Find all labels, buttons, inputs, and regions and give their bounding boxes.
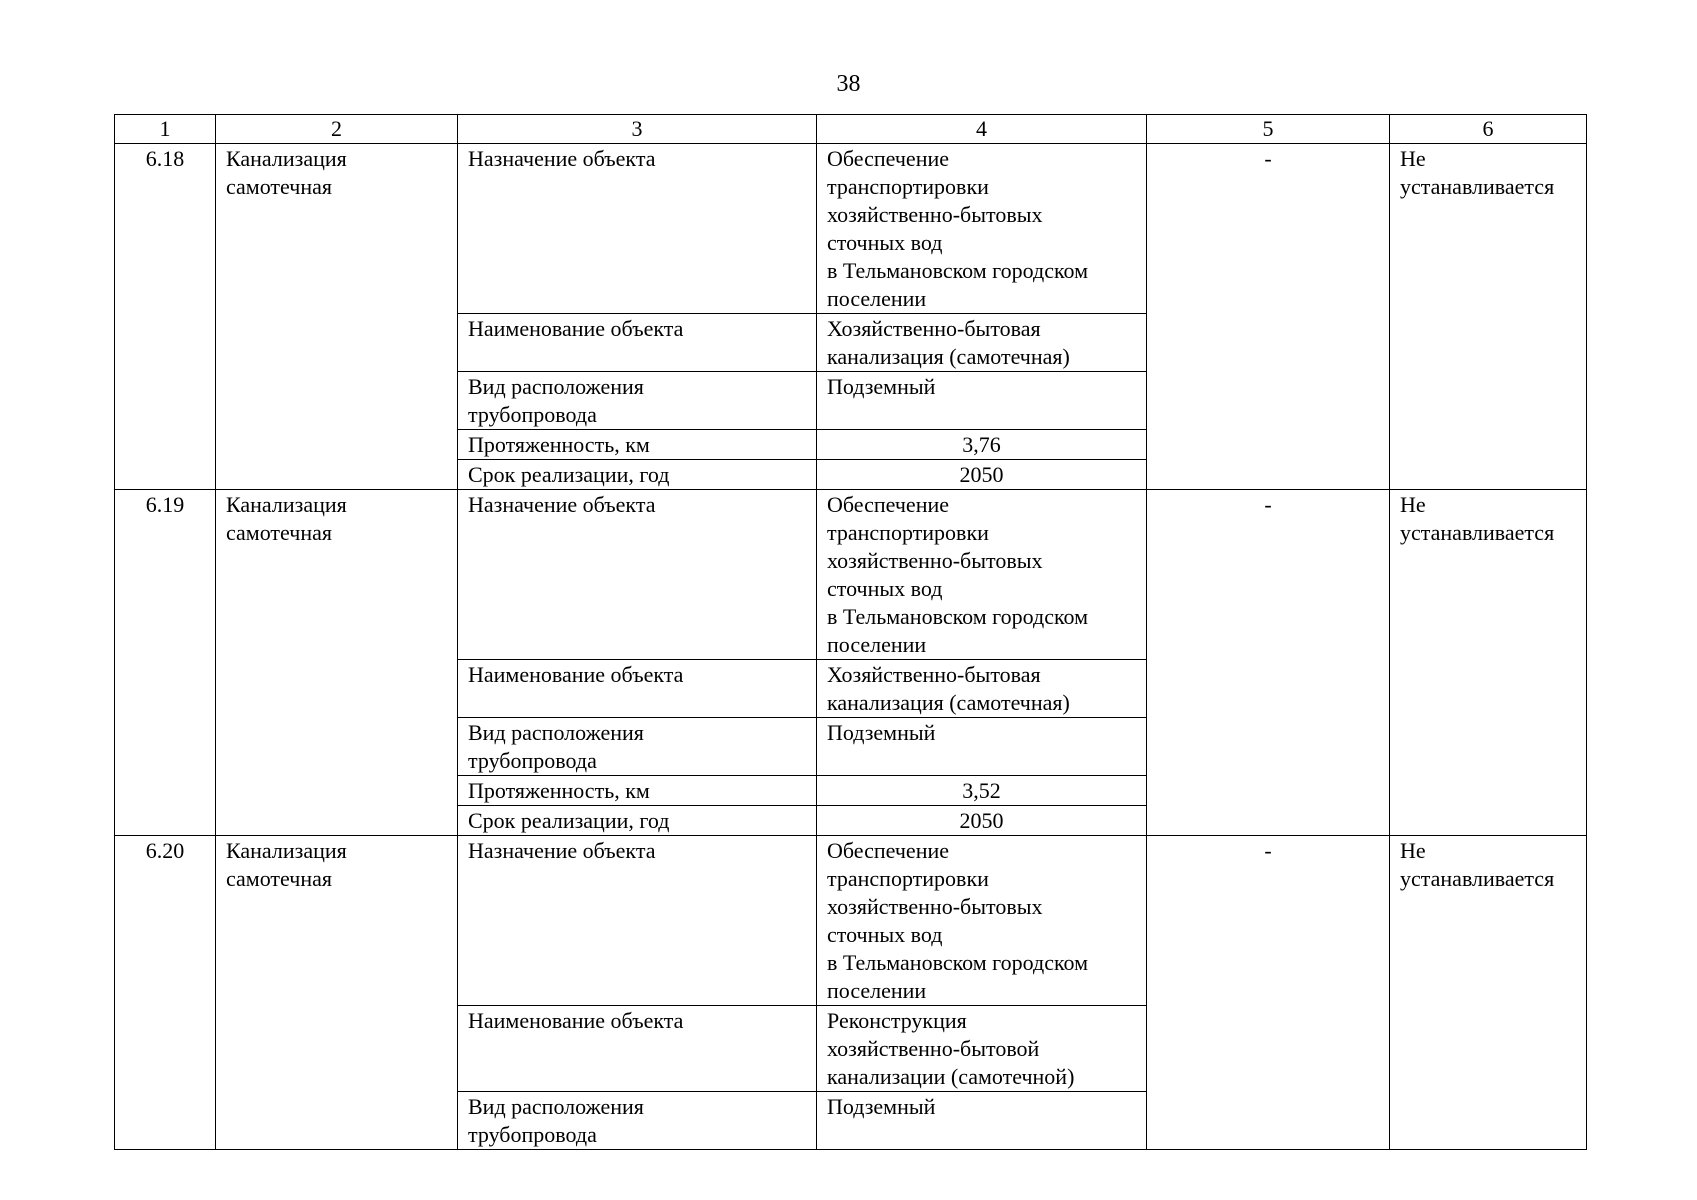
property-value: Реконструкция хозяйственно-бытовой канализации (самотечной) — [817, 1006, 1147, 1092]
property-label: Назначение объекта — [458, 490, 817, 660]
page-number: 38 — [836, 71, 861, 97]
column-5-value: - — [1147, 490, 1390, 836]
property-label: Назначение объекта — [458, 836, 817, 1006]
property-value: 3,76 — [817, 430, 1147, 460]
table-row — [115, 144, 1587, 314]
property-value: 3,52 — [817, 776, 1147, 806]
column-6-value: Не устанавливается — [1390, 490, 1587, 836]
object-type: Канализация самотечная — [216, 836, 458, 1150]
header-row — [115, 115, 1587, 144]
column-5-value: - — [1147, 144, 1390, 490]
object-number: 6.19 — [115, 490, 216, 836]
property-label: Протяженность, км — [458, 430, 817, 460]
header-col-1: 1 — [115, 115, 216, 144]
property-label: Назначение объекта — [458, 144, 817, 314]
column-5-value: - — [1147, 836, 1390, 1150]
property-value: Подземный — [817, 372, 1147, 430]
property-label: Наименование объекта — [458, 660, 817, 718]
property-value: Хозяйственно-бытовая канализация (самотечная) — [817, 660, 1147, 718]
header-col-2: 2 — [216, 115, 458, 144]
property-value: Хозяйственно-бытовая канализация (самотечная) — [817, 314, 1147, 372]
property-label: Вид расположения трубопровода — [458, 372, 817, 430]
property-value: Подземный — [817, 1092, 1147, 1150]
table-row — [115, 490, 1587, 660]
property-value: 2050 — [817, 806, 1147, 836]
column-6-value: Не устанавливается — [1390, 836, 1587, 1150]
property-label: Вид расположения трубопровода — [458, 1092, 817, 1150]
property-label: Протяженность, км — [458, 776, 817, 806]
property-label: Срок реализации, год — [458, 806, 817, 836]
column-6-value: Не устанавливается — [1390, 144, 1587, 490]
property-value: Обеспечение транспортировки хозяйственно-бытовых сточных вод в Тельмановском городском поселении — [817, 836, 1147, 1006]
property-value: 2050 — [817, 460, 1147, 490]
header-col-6: 6 — [1390, 115, 1587, 144]
object-type: Канализация самотечная — [216, 144, 458, 490]
property-value: Обеспечение транспортировки хозяйственно-бытовых сточных вод в Тельмановском городском поселении — [817, 490, 1147, 660]
property-label: Наименование объекта — [458, 1006, 817, 1092]
object-number: 6.20 — [115, 836, 216, 1150]
header-col-5: 5 — [1147, 115, 1390, 144]
property-label: Вид расположения трубопровода — [458, 718, 817, 776]
object-number: 6.18 — [115, 144, 216, 490]
header-col-3: 3 — [458, 115, 817, 144]
spec-table — [114, 114, 1587, 1150]
table-row — [115, 836, 1587, 1006]
header-col-4: 4 — [817, 115, 1147, 144]
property-value: Подземный — [817, 718, 1147, 776]
object-type: Канализация самотечная — [216, 490, 458, 836]
property-label: Наименование объекта — [458, 314, 817, 372]
property-label: Срок реализации, год — [458, 460, 817, 490]
property-value: Обеспечение транспортировки хозяйственно-бытовых сточных вод в Тельмановском городском поселении — [817, 144, 1147, 314]
